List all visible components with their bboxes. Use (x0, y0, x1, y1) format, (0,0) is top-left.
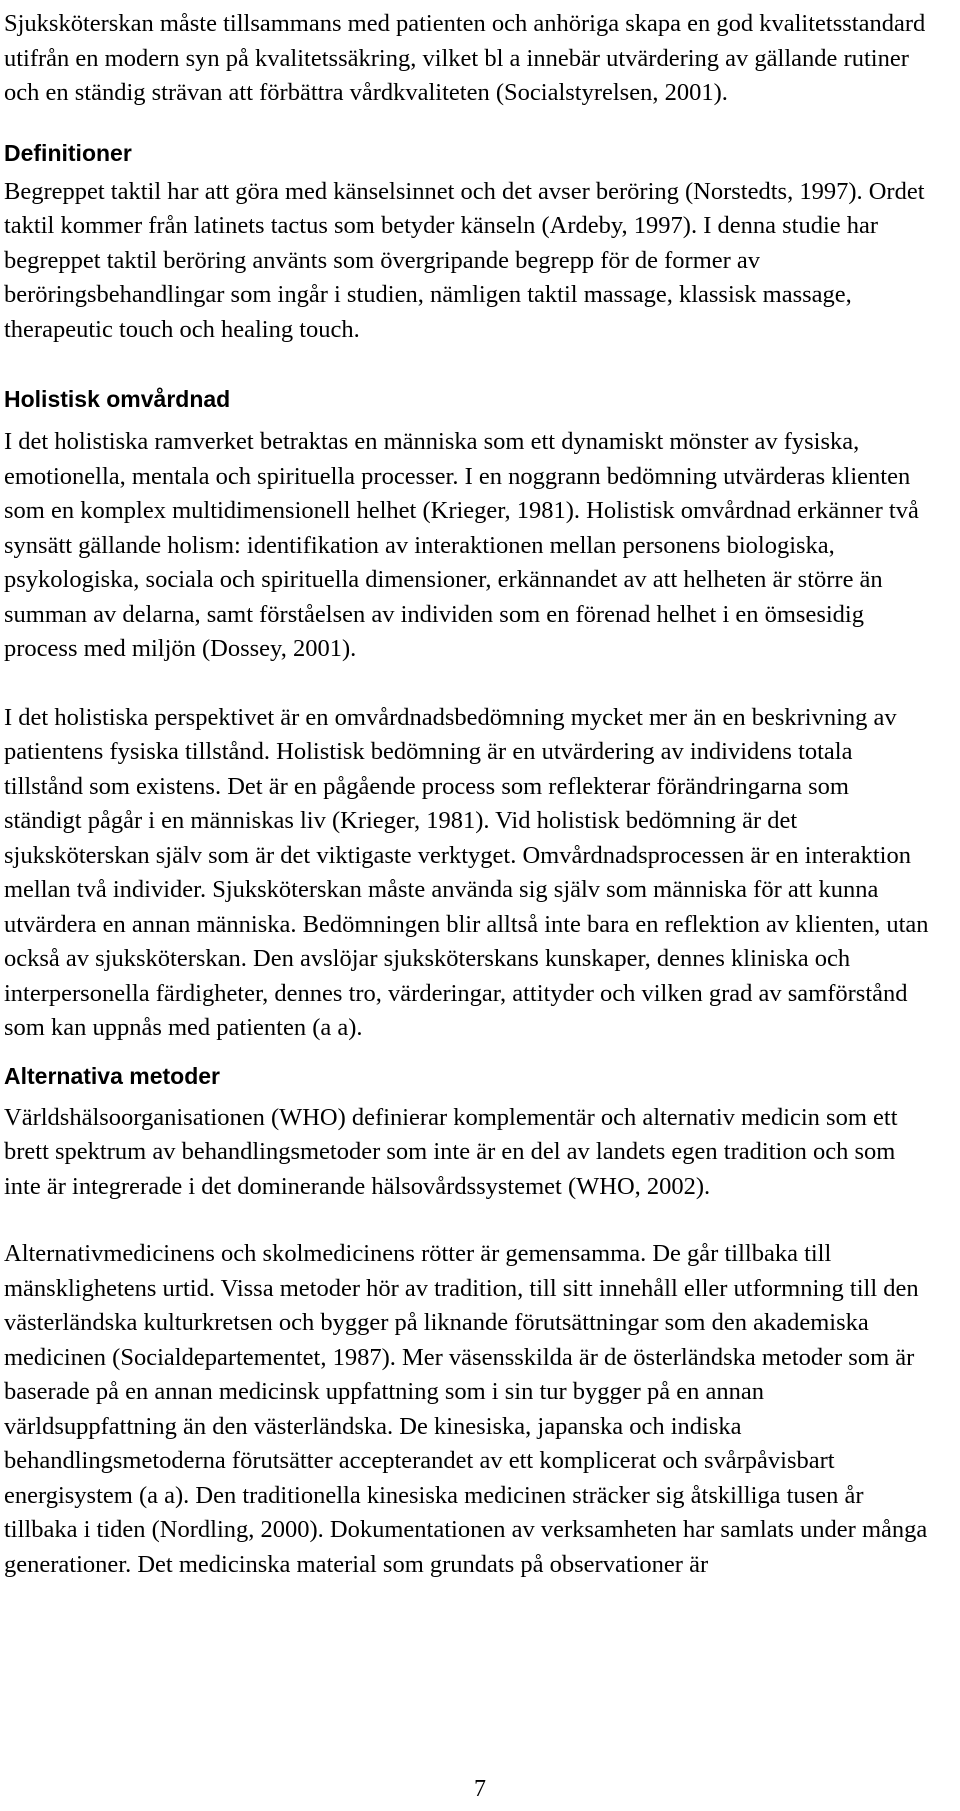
page-number: 7 (474, 1776, 486, 1802)
definitioner-paragraph: Begreppet taktil har att göra med känselsinnet och det avser beröring (Norstedts, 1997). Ordet taktil kommer från latinets tactus som betyder känseln (Ardeby, 1997). I denna studie har begreppet taktil beröring använts som övergripande begrepp för de former av beröringsbehandlingar som ingår i studien, nämligen taktil massage, klassisk massage, therapeutic touch och healing touch. (4, 177, 925, 343)
holistisk-paragraph-2: I det holistiska perspektivet är en omvårdnadsbedömning mycket mer än en beskrivning av patientens fysiska tillstånd. Holistisk bedömning är en utvärdering av individens totala tillstånd som existens. Det är en pågående process som reflekterar förändringarna som ständigt pågår i en människas liv (Krieger, 1981). Vid holistisk bedömning är det sjuksköterskan själv som är det viktigaste verktyget. Omvårdnadsprocessen är en interaktion mellan två individer. Sjuksköterskan måste använda sig själv som människa för att kunna utvärdera en annan människa. Bedömningen blir alltså inte bara en reflektion av klienten, utan också av sjuksköterskan. Den avslöjar sjuksköterskans kunskaper, dennes kliniska och interpersonella färdigheter, dennes tro, värderingar, attityder och vilken grad av samförstånd som kan uppnås med patienten (a a). (4, 703, 929, 1041)
heading-alternativa-metoder: Alternativa metoder (4, 1062, 221, 1089)
page-body (4, 0, 932, 1582)
intro-paragraph: Sjuksköterskan måste tillsammans med patienten och anhöriga skapa en god kvalitetsstandard utifrån en modern syn på kvalitetssäkring, vilket bl a innebär utvärdering av gällande rutiner och en ständig strävan att förbättra vårdkvaliteten (Socialstyrelsen, 2001). (4, 10, 926, 106)
heading-definitioner: Definitioner (4, 139, 132, 166)
alternativa-paragraph-2: Alternativmedicinens och skolmedicinens rötter är gemensamma. De går tillbaka till mänsklighetens urtid. Vissa metoder hör av tradition, till sitt innehåll eller utformning till den västerländska kulturkretsen och bygger på liknande förutsättningar som den akademiska medicinen (Socialdepartementet, 1987). Mer väsensskilda är de österländska metoder som är baserade på en annan medicinsk uppfattning som i sin tur bygger på en annan världsuppfattning än den västerländska. De kinesiska, japanska och indiska behandlingsmetoderna förutsätter accepterandet av ett komplicerat och svårpåvisbart energisystem (a a). Den traditionella kinesiska medicinen sträcker sig åtskilliga tusen år tillbaka i tiden (Nordling, 2000). Dokumentationen av verksamheten har samlats under många generationer. Det medicinska material som grundats på observationer är (4, 1240, 928, 1578)
alternativa-paragraph-1: Världshälsoorganisationen (WHO) definierar komplementär och alternativ medicin som ett brett spektrum av behandlingsmetoder som inte är en del av landets egen tradition och som inte är integrerade i det dominerande hälsovårdssystemet (WHO, 2002). (4, 1103, 898, 1200)
holistisk-paragraph-1: I det holistiska ramverket betraktas en människa som ett dynamiskt mönster av fysiska, emotionella, mentala och spirituella processer. I en noggrann bedömning utvärderas klienten som en komplex multidimensionell helhet (Krieger, 1981). Holistisk omvårdnad erkänner två synsätt gällande holism: identifikation av interaktionen mellan personens biologiska, psykologiska, sociala och spirituella dimensioner, erkännandet av att helheten är större än summan av delarna, samt förståelsen av individen som en förenad helhet i en ömsesidig process med miljön (Dossey, 2001). (4, 428, 919, 662)
heading-holistisk-omvardnad: Holistisk omvårdnad (4, 386, 231, 412)
